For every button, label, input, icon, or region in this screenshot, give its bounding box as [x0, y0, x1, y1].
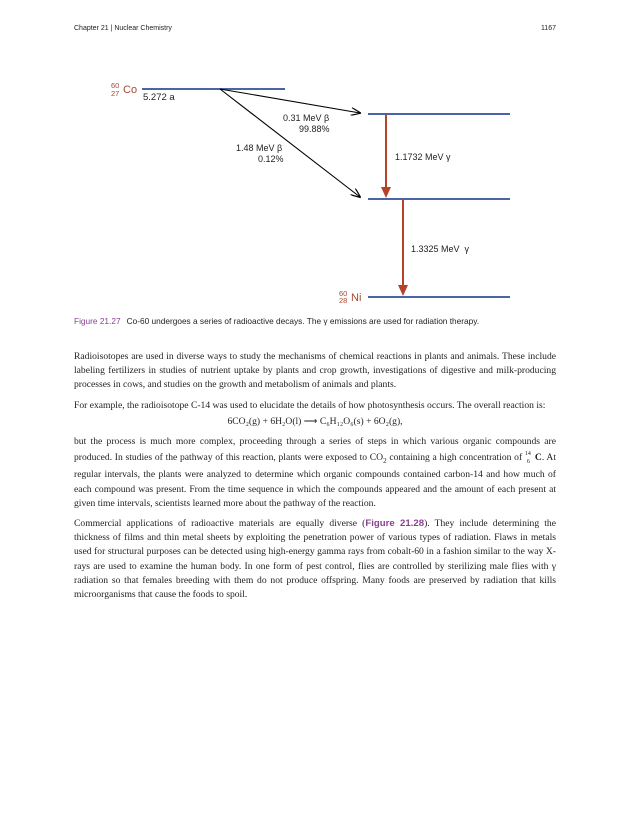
carbon-14-nuclide: 14 6	[524, 451, 531, 466]
co-mass-number: 60	[111, 81, 120, 90]
ni-symbol: Ni	[351, 292, 362, 304]
gamma2-label: 1.3325 MeV γ	[411, 244, 470, 254]
half-life-label: 5.272 a	[143, 92, 175, 103]
paragraph-4: Commercial applications of radioactive materials are equally diverse (Figure 21.28). They include determining the thickness of films and thin metal sheets by exploiting the penetration power of various types of radiation. Flaws in metals used for structural purposes can be detected using high-energy gamma rays from cobalt-60 in a fashion similar to the way X-rays are used to examine the human body. In one form of pest control, flies are controlled by sterilizing male flies with γ radiation so that females breeding with them do not produce offspring. Many foods are preserved by radiation that kills microorganisms that cause the foods to spoil.	[74, 517, 556, 600]
paragraph-2: For example, the radioisotope C-14 was used to elucidate the details of how photosynthesis occurs. The overall reaction is:	[74, 399, 546, 411]
co-atomic-number: 27	[111, 89, 120, 98]
gamma1-label: 1.1732 MeV γ	[395, 152, 451, 162]
figure-label: Figure 21.27	[74, 316, 121, 326]
figure-caption	[74, 316, 564, 326]
co-symbol: Co	[123, 84, 138, 96]
figure-21-28-link[interactable]: Figure 21.28	[365, 517, 425, 529]
gamma2-arrowhead	[398, 285, 408, 296]
body-text	[74, 350, 556, 608]
paragraph-3: but the process is much more complex, proceeding through a series of steps in which various organic compounds are produced. In studies of the pathway of this reaction, plants were exposed to $CO_2$ containing a high concentration of 14 6 C. At regular intervals, the plants were analyzed to determine which organic compounds contained carbon-14 and how much of each compound was present. From the time sequence in which the compounds appeared and the amount of each present at given time intervals, scientists learned more about the pathway of the reaction.	[74, 436, 557, 509]
photosynthesis-equation: 6CO₂(g) + 6H₂O(l) ⟶ C₆H₁₂O₆(s) + 6O₂(g),	[227, 415, 403, 427]
chapter-title: Chapter 21 | Nuclear Chemistry	[74, 25, 172, 32]
page-number: 1167	[540, 25, 556, 32]
beta2-branch-label: 0.12%	[258, 154, 284, 164]
caption-text: Co-60 undergoes a series of radioactive decays. The γ emissions are used for radiation therapy.	[126, 316, 480, 326]
ni-mass-number: 60	[339, 289, 348, 298]
beta1-energy-label: 0.31 MeV β	[283, 113, 330, 123]
gamma1-arrowhead	[381, 187, 391, 198]
beta1-arrow	[220, 89, 360, 113]
decay-scheme-diagram	[0, 0, 630, 310]
ni-atomic-number: 28	[339, 296, 348, 305]
beta1-branch-label: 99.88%	[299, 124, 330, 134]
paragraph-1: Radioisotopes are used in diverse ways to study the mechanisms of chemical reactions in plants and animals. These include labeling fertilizers in studies of nutrient uptake by plants and crop growth, investigations of digestive and milk-producing processes in cows, and studies on the growth and metabolism of animals and plants.	[74, 351, 556, 391]
beta2-energy-label: 1.48 MeV β	[236, 143, 283, 153]
